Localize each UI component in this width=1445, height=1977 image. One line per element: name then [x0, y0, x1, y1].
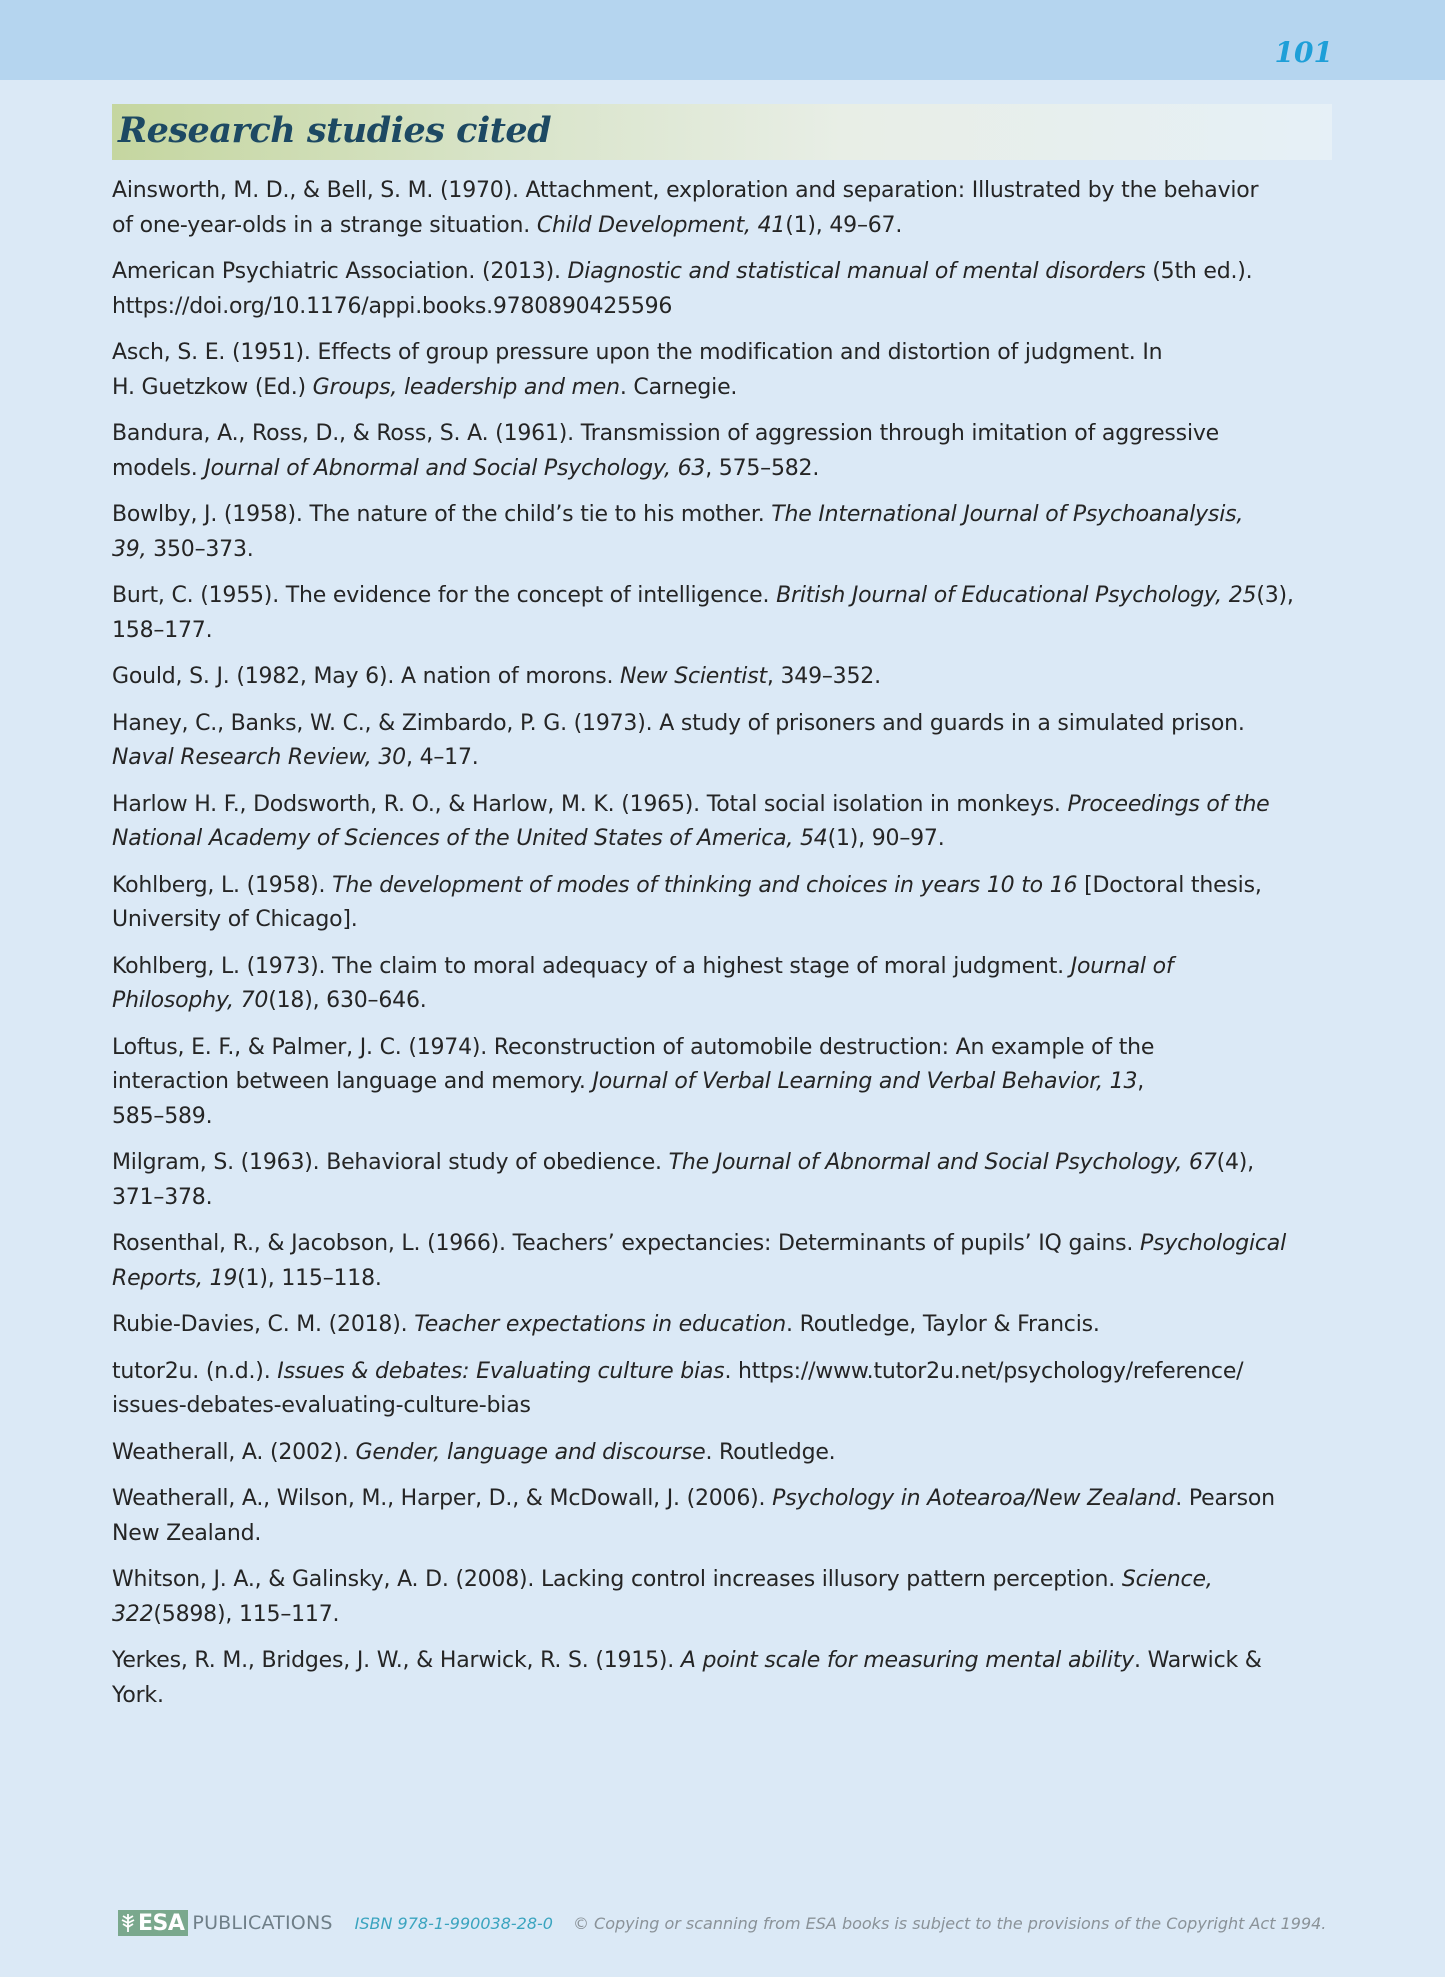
reference-segment: York. — [112, 1682, 164, 1708]
reference-segment: (18), 630–646. — [268, 988, 427, 1013]
isbn: ISBN 978-1-990038-28-0 — [354, 1913, 553, 1933]
reference-segment: Yerkes, R. M., Bridges, J. W., & Harwick, R. S. (1915). — [112, 1648, 681, 1673]
reference-italic-segment: Philosophy, 70 — [112, 988, 269, 1013]
reference-segment: Asch, S. E. (1951). Effects of group pressure upon the modification and distortion of judgment. In — [112, 340, 1163, 365]
reference-segment: interaction between language and memory. — [112, 1069, 593, 1094]
logo-publications: PUBLICATIONS — [192, 1912, 333, 1934]
reference-segment: [Doctoral thesis, — [1077, 872, 1262, 898]
reference-italic-segment: Groups, leadership and men — [312, 374, 620, 400]
reference-segment: Milgram, S. (1963). Behavioral study of obedience. — [112, 1150, 669, 1175]
reference-segment: of one-year-olds in a strange situation. — [112, 212, 537, 238]
reference-segment: Bandura, A., Ross, D., & Ross, S. A. (1961). Transmission of aggression through imitation of aggressive — [112, 421, 1220, 446]
reference-italic-segment: National Academy of Sciences of the United States of America, 54 — [112, 826, 828, 851]
reference-italic-segment: The International Journal of Psychoanalysis, — [771, 502, 1244, 527]
copyright-notice: © Copying or scanning from ESA books is subject to the provisions of the Copyright Act 1994. — [572, 1913, 1327, 1933]
reference-segment: . Warwick & — [1134, 1648, 1262, 1673]
reference-entry — [112, 1227, 1334, 1296]
reference-italic-segment: Child Development, 41 — [536, 212, 786, 238]
reference-segment: 371–378. — [112, 1184, 213, 1210]
reference-line — [112, 255, 1334, 290]
reference-italic-segment: The development of modes of thinking and choices in years 10 to 16 — [332, 872, 1078, 898]
reference-line — [112, 1181, 1334, 1216]
reference-line — [112, 1355, 1334, 1390]
reference-segment: New Zealand. — [112, 1520, 262, 1546]
reference-line — [112, 290, 1334, 325]
reference-line — [112, 950, 1334, 985]
reference-segment: Ainsworth, M. D., & Bell, S. M. (1970). Attachment, exploration and separation: Illustrated by the behavior — [112, 178, 1259, 203]
reference-italic-segment: Journal of Abnormal and Social Psychology, 63 — [204, 455, 706, 481]
reference-segment: (1), 49–67. — [785, 212, 903, 238]
reference-line — [112, 984, 1334, 1019]
reference-line — [112, 1031, 1334, 1066]
reference-segment: models. — [112, 455, 205, 481]
reference-entry — [112, 1482, 1334, 1551]
reference-segment: Rosenthal, R., & Jacobson, L. (1966). Teachers’ expectancies: Determinants of pupils’ IQ gains. — [112, 1231, 1140, 1256]
section-heading: Research studies cited — [118, 110, 552, 151]
reference-italic-segment: Proceedings of the — [1067, 791, 1270, 817]
reference-italic-segment: Journal of — [1070, 953, 1174, 979]
reference-entry — [112, 660, 1334, 695]
reference-line — [112, 1644, 1334, 1679]
reference-line — [112, 903, 1334, 938]
reference-line — [112, 1598, 1334, 1633]
reference-italic-segment: Teacher expectations in education — [414, 1312, 787, 1337]
reference-segment: Whitson, J. A., & Galinsky, A. D. (2008). Lacking control increases illusory pattern perception. — [112, 1567, 1122, 1592]
logo-text: ESA — [138, 1910, 185, 1936]
reference-segment: (1), 90–97. — [827, 826, 945, 851]
reference-italic-segment: Psychological — [1140, 1231, 1286, 1256]
reference-segment: , 575–582. — [705, 455, 820, 481]
reference-entry — [112, 1563, 1334, 1632]
reference-segment: Gould, S. J. (1982, May 6). A nation of morons. — [112, 664, 621, 689]
reference-line — [112, 498, 1334, 533]
reference-list — [112, 174, 1334, 1725]
reference-segment: University of Chicago]. — [112, 907, 358, 932]
reference-segment: Kohlberg, L. (1973). The claim to moral adequacy of a highest stage of moral judgment. — [112, 953, 1071, 979]
reference-line — [112, 174, 1334, 209]
reference-line — [112, 1563, 1334, 1598]
page-number: 101 — [1274, 36, 1333, 69]
reference-segment: Loftus, E. F., & Palmer, J. C. (1974). Reconstruction of automobile destruction: An example of the — [112, 1034, 1155, 1060]
reference-italic-segment: Reports, 19 — [112, 1265, 238, 1291]
reference-line — [112, 1436, 1334, 1471]
reference-line — [112, 1308, 1334, 1343]
reference-italic-segment: Science, — [1121, 1567, 1213, 1592]
reference-segment: . Routledge, Taylor & Francis. — [786, 1312, 1100, 1337]
reference-line — [112, 452, 1334, 487]
tree-icon — [120, 1913, 136, 1933]
reference-entry — [112, 1355, 1334, 1424]
reference-segment: tutor2u. (n.d.). — [112, 1358, 278, 1384]
reference-entry — [112, 498, 1334, 567]
reference-line — [112, 417, 1334, 452]
reference-italic-segment: Journal of Verbal Learning and Verbal Behavior, 13 — [592, 1069, 1138, 1094]
reference-entry — [112, 174, 1334, 243]
reference-italic-segment: 322 — [112, 1601, 154, 1627]
reference-entry — [112, 1031, 1334, 1135]
reference-line — [112, 1389, 1334, 1424]
reference-segment: Kohlberg, L. (1958). — [112, 872, 333, 898]
reference-line — [112, 1065, 1334, 1100]
reference-italic-segment: A point scale for measuring mental ability — [680, 1648, 1134, 1673]
reference-italic-segment: Diagnostic and statistical manual of mental disorders — [567, 259, 1146, 284]
reference-line — [112, 1100, 1334, 1135]
reference-line — [112, 788, 1334, 823]
esa-logo — [118, 1910, 188, 1936]
reference-entry — [112, 1146, 1334, 1215]
reference-line — [112, 614, 1334, 649]
reference-segment: Weatherall, A. (2002). — [112, 1439, 356, 1465]
reference-italic-segment: New Scientist — [620, 664, 767, 689]
reference-line — [112, 660, 1334, 695]
reference-italic-segment: The Journal of Abnormal and Social Psychology, 67 — [668, 1150, 1217, 1175]
reference-line — [112, 1679, 1334, 1714]
reference-line — [112, 822, 1334, 857]
reference-line — [112, 1482, 1334, 1517]
reference-entry — [112, 417, 1334, 486]
reference-segment: 350–373. — [146, 536, 254, 562]
reference-segment: Haney, C., Banks, W. C., & Zimbardo, P. G. (1973). A study of prisoners and guards in a simulated prison. — [112, 710, 1245, 736]
reference-segment: 585–589. — [112, 1103, 213, 1129]
reference-entry — [112, 788, 1334, 857]
reference-segment: (4), — [1216, 1150, 1254, 1175]
reference-line — [112, 371, 1334, 406]
reference-segment: . Pearson — [1175, 1486, 1275, 1511]
reference-segment: . Carnegie. — [619, 374, 738, 400]
reference-entry — [112, 707, 1334, 776]
reference-italic-segment: Gender, language and discourse — [355, 1439, 706, 1465]
reference-italic-segment: 39, — [112, 536, 147, 562]
reference-italic-segment: Psychology in Aotearoa/New Zealand — [772, 1486, 1176, 1511]
reference-line — [112, 533, 1334, 568]
reference-entry — [112, 1308, 1334, 1343]
reference-line — [112, 741, 1334, 776]
reference-line — [112, 707, 1334, 742]
reference-segment: 158–177. — [112, 617, 213, 643]
header-band — [0, 0, 1445, 80]
reference-entry — [112, 869, 1334, 938]
reference-segment: (1), 115–118. — [237, 1265, 382, 1291]
reference-segment: Harlow H. F., Dodsworth, R. O., & Harlow, M. K. (1965). Total social isolation in monkeys. — [112, 791, 1068, 817]
reference-entry — [112, 579, 1334, 648]
reference-entry — [112, 1644, 1334, 1713]
reference-segment: (5th ed.). — [1145, 259, 1253, 284]
reference-line — [112, 579, 1334, 614]
reference-italic-segment: Issues & debates: Evaluating culture bias — [277, 1358, 725, 1384]
reference-entry — [112, 255, 1334, 324]
reference-segment: , 4–17. — [405, 745, 479, 770]
reference-segment: American Psychiatric Association. (2013). — [112, 259, 568, 284]
reference-entry — [112, 336, 1334, 405]
reference-segment: (3), — [1256, 583, 1294, 608]
reference-segment: https://doi.org/10.1176/appi.books.9780890425596 — [112, 293, 673, 319]
reference-line — [112, 209, 1334, 244]
reference-segment: . Routledge. — [705, 1439, 836, 1465]
reference-line — [112, 1146, 1334, 1181]
reference-line — [112, 336, 1334, 371]
reference-line — [112, 1517, 1334, 1552]
reference-entry — [112, 950, 1334, 1019]
reference-segment: (5898), 115–117. — [153, 1601, 340, 1627]
reference-italic-segment: Naval Research Review, 30 — [112, 745, 406, 770]
reference-line — [112, 869, 1334, 904]
reference-segment: Burt, C. (1955). The evidence for the concept of intelligence. — [112, 583, 777, 608]
footer — [118, 1906, 1326, 1940]
reference-segment: Rubie-Davies, C. M. (2018). — [112, 1312, 415, 1337]
reference-line — [112, 1262, 1334, 1297]
reference-segment: , 349–352. — [766, 664, 881, 689]
reference-line — [112, 1227, 1334, 1262]
reference-segment: H. Guetzkow (Ed.) — [112, 374, 313, 400]
reference-segment: Weatherall, A., Wilson, M., Harper, D., & McDowall, J. (2006). — [112, 1486, 773, 1511]
reference-segment: . https://www.tutor2u.net/psychology/reference/ — [724, 1358, 1244, 1384]
reference-italic-segment: British Journal of Educational Psychology, 25 — [776, 583, 1257, 608]
reference-segment: Bowlby, J. (1958). The nature of the child’s tie to his mother. — [112, 502, 772, 527]
reference-segment: , — [1137, 1069, 1145, 1094]
reference-entry — [112, 1436, 1334, 1471]
reference-segment: issues-debates-evaluating-culture-bias — [112, 1393, 531, 1418]
